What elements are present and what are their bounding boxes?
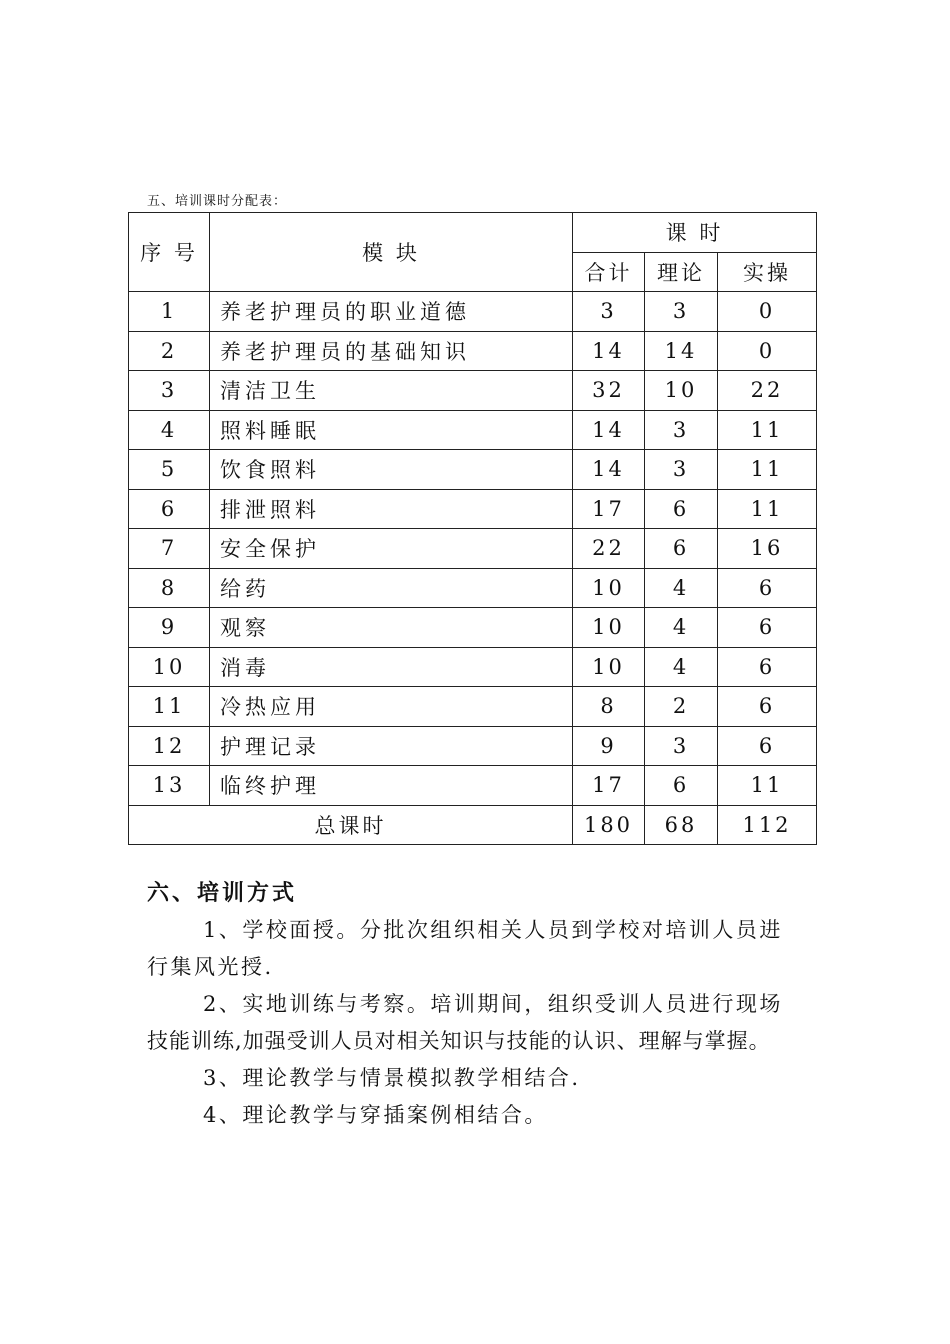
footer-practice: 112 <box>718 805 817 845</box>
training-hours-table <box>128 212 817 845</box>
row-seq: 13 <box>129 766 210 806</box>
table-row <box>129 529 817 569</box>
table-caption: 五、培训课时分配表： <box>147 194 288 209</box>
paragraph-4 <box>147 1097 837 1134</box>
table-row <box>129 608 817 648</box>
row-seq: 2 <box>129 331 210 371</box>
row-practice-hours: 6 <box>718 687 817 727</box>
row-practice-hours: 6 <box>718 608 817 648</box>
footer-label: 总课时 <box>129 805 573 845</box>
row-module-name: 安全保护 <box>210 529 573 569</box>
row-module-name: 饮食照料 <box>210 450 573 490</box>
header-theory: 理论 <box>645 252 718 292</box>
table-row <box>129 489 817 529</box>
row-seq: 11 <box>129 687 210 727</box>
row-practice-hours: 0 <box>718 331 817 371</box>
row-theory-hours: 6 <box>645 489 718 529</box>
row-practice-hours: 6 <box>718 647 817 687</box>
row-theory-hours: 6 <box>645 766 718 806</box>
row-practice-hours: 6 <box>718 726 817 766</box>
row-module-name: 护理记录 <box>210 726 573 766</box>
footer-theory: 68 <box>645 805 718 845</box>
table-row <box>129 647 817 687</box>
paragraph-2-line-1: 2、实地训练与考察。培训期间，组织受训人员进行现场 <box>203 992 783 1016</box>
row-total-hours: 14 <box>573 410 645 450</box>
row-theory-hours: 4 <box>645 608 718 648</box>
table-row <box>129 292 817 332</box>
header-practice: 实操 <box>718 252 817 292</box>
table-footer-row <box>129 805 817 845</box>
paragraph-3-text: 3、理论教学与情景模拟教学相结合. <box>203 1066 581 1090</box>
paragraph-2 <box>147 986 837 1060</box>
row-total-hours: 32 <box>573 371 645 411</box>
row-theory-hours: 6 <box>645 529 718 569</box>
table-row <box>129 371 817 411</box>
row-theory-hours: 4 <box>645 568 718 608</box>
row-total-hours: 22 <box>573 529 645 569</box>
row-module-name: 冷热应用 <box>210 687 573 727</box>
table-row <box>129 766 817 806</box>
paragraph-1-line-1: 1、学校面授。分批次组织相关人员到学校对培训人员进 <box>203 918 783 942</box>
row-total-hours: 10 <box>573 608 645 648</box>
table-row <box>129 726 817 766</box>
row-seq: 10 <box>129 647 210 687</box>
row-module-name: 养老护理员的职业道德 <box>210 292 573 332</box>
row-theory-hours: 3 <box>645 450 718 490</box>
section-title: 六、培训方式 <box>147 880 298 906</box>
table-row <box>129 568 817 608</box>
row-theory-hours: 10 <box>645 371 718 411</box>
table-row <box>129 687 817 727</box>
row-total-hours: 14 <box>573 450 645 490</box>
table-row <box>129 410 817 450</box>
row-practice-hours: 11 <box>718 450 817 490</box>
header-hours: 课 时 <box>573 213 817 253</box>
row-theory-hours: 3 <box>645 292 718 332</box>
table-row <box>129 450 817 490</box>
row-practice-hours: 6 <box>718 568 817 608</box>
row-theory-hours: 14 <box>645 331 718 371</box>
row-total-hours: 10 <box>573 568 645 608</box>
row-seq: 12 <box>129 726 210 766</box>
row-theory-hours: 3 <box>645 410 718 450</box>
row-module-name: 消毒 <box>210 647 573 687</box>
paragraph-1-line-2: 行集风光授. <box>147 955 274 979</box>
row-module-name: 养老护理员的基础知识 <box>210 331 573 371</box>
row-seq: 3 <box>129 371 210 411</box>
paragraph-2-line-2: 技能训练,加强受训人员对相关知识与技能的认识、理解与掌握。 <box>147 1029 771 1053</box>
row-theory-hours: 3 <box>645 726 718 766</box>
row-total-hours: 17 <box>573 766 645 806</box>
row-total-hours: 17 <box>573 489 645 529</box>
row-module-name: 给药 <box>210 568 573 608</box>
row-module-name: 观察 <box>210 608 573 648</box>
row-theory-hours: 2 <box>645 687 718 727</box>
footer-total: 180 <box>573 805 645 845</box>
row-module-name: 排泄照料 <box>210 489 573 529</box>
row-practice-hours: 11 <box>718 489 817 529</box>
row-practice-hours: 0 <box>718 292 817 332</box>
row-practice-hours: 16 <box>718 529 817 569</box>
row-practice-hours: 11 <box>718 766 817 806</box>
table-row <box>129 331 817 371</box>
paragraph-1 <box>147 912 837 986</box>
table-header-row <box>129 213 817 253</box>
paragraph-3 <box>147 1060 837 1097</box>
row-module-name: 清洁卫生 <box>210 371 573 411</box>
header-total: 合计 <box>573 252 645 292</box>
row-theory-hours: 4 <box>645 647 718 687</box>
paragraph-4-text: 4、理论教学与穿插案例相结合。 <box>203 1103 548 1127</box>
row-total-hours: 14 <box>573 331 645 371</box>
row-total-hours: 8 <box>573 687 645 727</box>
row-seq: 8 <box>129 568 210 608</box>
row-practice-hours: 11 <box>718 410 817 450</box>
row-module-name: 照料睡眠 <box>210 410 573 450</box>
row-total-hours: 3 <box>573 292 645 332</box>
header-seq: 序 号 <box>129 213 210 292</box>
table-body <box>129 292 817 806</box>
row-seq: 4 <box>129 410 210 450</box>
header-module: 模 块 <box>210 213 573 292</box>
row-practice-hours: 22 <box>718 371 817 411</box>
row-seq: 6 <box>129 489 210 529</box>
row-total-hours: 10 <box>573 647 645 687</box>
row-seq: 1 <box>129 292 210 332</box>
row-seq: 9 <box>129 608 210 648</box>
row-module-name: 临终护理 <box>210 766 573 806</box>
row-total-hours: 9 <box>573 726 645 766</box>
row-seq: 5 <box>129 450 210 490</box>
row-seq: 7 <box>129 529 210 569</box>
